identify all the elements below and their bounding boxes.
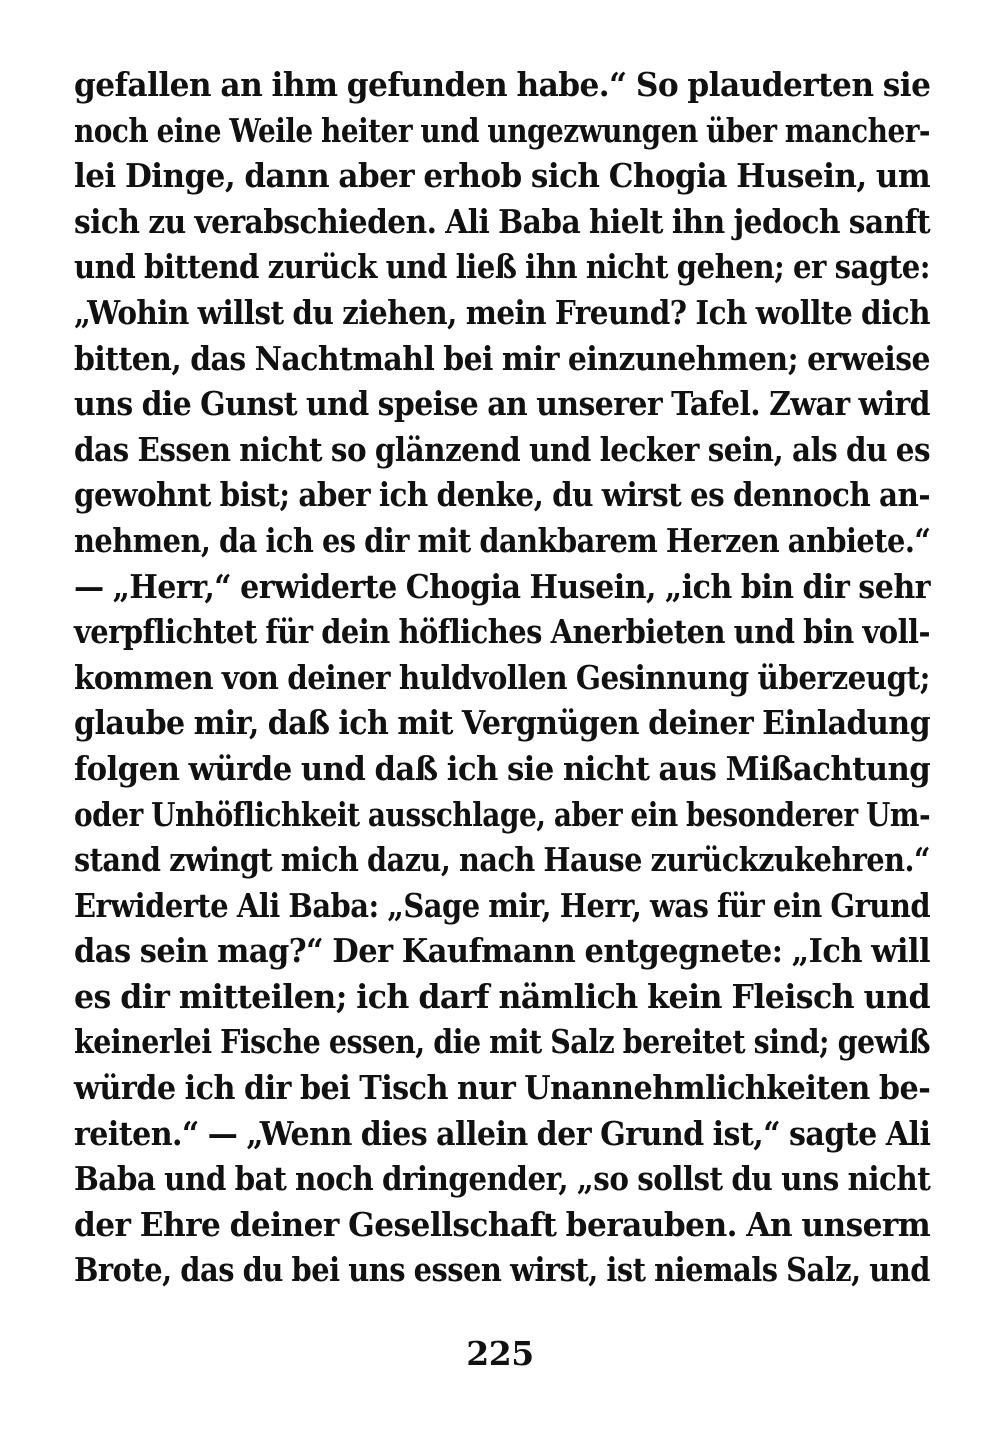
text-line: und bittend zurück und ließ ihn nicht gehen; er sagte: (74, 247, 930, 287)
text-line: noch eine Weile heiter und ungezwungen über mancher- (74, 110, 930, 150)
text-line: reiten.“ — „Wenn dies allein der Grund ist,“ sagte Ali (74, 1113, 931, 1153)
text-line: bitten, das Nachtmahl bei mir einzunehmen; erweise (74, 338, 930, 378)
text-line: Brote, das du bei uns essen wirst, ist niemals Salz, und (74, 1250, 930, 1290)
text-line: stand zwingt mich dazu, nach Hause zurückzukehren.“ (74, 840, 930, 880)
text-line: glaube mir, daß ich mit Vergnügen deiner Einladung (74, 703, 931, 743)
body-text (74, 62, 930, 1293)
page-number: 225 (466, 1334, 534, 1373)
text-line: gewohnt bist; aber ich denke, du wirst es dennoch an- (74, 475, 930, 515)
text-line: nehmen, da ich es dir mit dankbarem Herzen anbiete.“ (74, 520, 931, 560)
text-line: keinerlei Fische essen, die mit Salz bereitet sind; gewiß (74, 1022, 930, 1062)
text-line: Erwiderte Ali Baba: „Sage mir, Herr, was für ein Grund (74, 885, 931, 925)
text-line: sich zu verabschieden. Ali Baba hielt ihn jedoch sanft (74, 201, 930, 241)
text-line: das sein mag?“ Der Kaufmann entgegnete: „Ich will (74, 931, 930, 971)
text-line: folgen würde und daß ich sie nicht aus Mißachtung (74, 748, 931, 788)
text-line: das Essen nicht so glänzend und lecker sein, als du es (74, 429, 930, 469)
text-line: uns die Gunst und speise an unserer Tafel. Zwar wird (74, 384, 930, 424)
text-line: oder Unhöflichkeit ausschlage, aber ein besonderer Um- (74, 794, 931, 834)
text-line: der Ehre deiner Gesellschaft berauben. An unserm (74, 1204, 931, 1244)
text-line: verpflichtet für dein höfliches Anerbieten und bin voll- (74, 612, 930, 652)
text-line: es dir mitteilen; ich darf nämlich kein Fleisch und (74, 976, 930, 1016)
text-line: — „Herr,“ erwiderte Chogia Husein, „ich bin dir sehr (74, 566, 930, 606)
text-line: kommen von deiner huldvollen Gesinnung überzeugt; (74, 657, 930, 697)
text-line: lei Dinge, dann aber erhob sich Chogia Husein, um (74, 156, 931, 196)
text-line: würde ich dir bei Tisch nur Unannehmlichkeiten be- (74, 1068, 931, 1108)
text-line: Baba und bat noch dringender, „so sollst du uns nicht (74, 1159, 931, 1199)
text-line: gefallen an ihm gefunden habe.“ So plauderten sie (74, 65, 931, 104)
text-line: „Wohin willst du ziehen, mein Freund? Ich wollte dich (74, 292, 931, 332)
